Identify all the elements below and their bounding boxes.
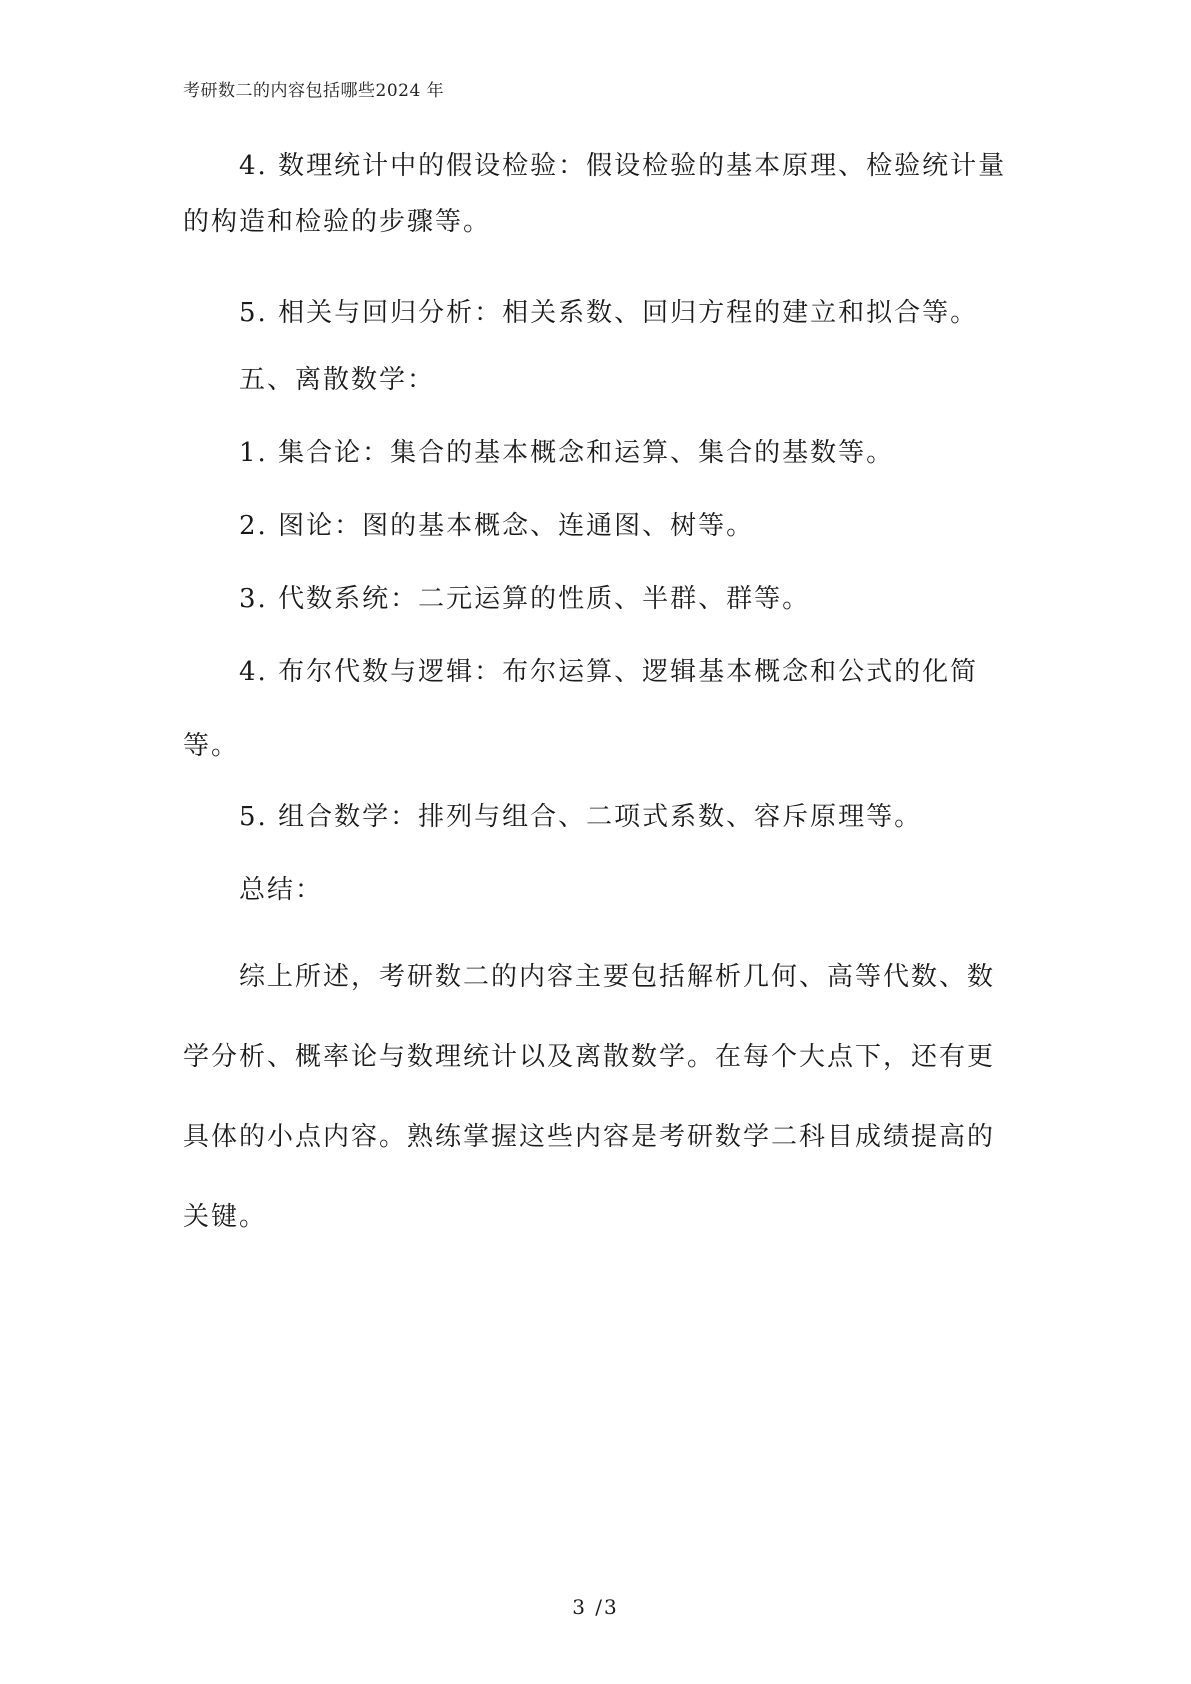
paragraph-hypothesis-testing [183,138,1013,250]
text-line: 等。 [183,731,240,761]
text-line: 2. 图论：图的基本概念、连通图、树等。 [239,511,755,541]
text-line: 五、离散数学： [239,365,436,395]
paragraph-regression [183,285,1013,341]
text-line: 总结： [239,875,324,905]
text-line: 4. 数理统计中的假设检验：假设检验的基本原理、检验统计量 [239,151,1007,181]
text-line: 1. 集合论：集合的基本概念和运算、集合的基数等。 [239,438,895,468]
paragraph-algebraic-systems [183,571,1013,627]
page-header: 考研数二的内容包括哪些2024 年 [183,81,445,101]
text-line: 的构造和检验的步骤等。 [183,207,492,237]
text-line: 4. 布尔代数与逻辑：布尔运算、逻辑基本概念和公式的化简 [239,657,979,687]
text-line: 具体的小点内容。熟练掌握这些内容是考研数学二科目成绩提高的 [183,1122,996,1152]
text-line: 5. 组合数学：排列与组合、二项式系数、容斥原理等。 [239,802,923,832]
text-line: 学分析、概率论与数理统计以及离散数学。在每个大点下，还有更 [183,1042,996,1072]
paragraph-graph-theory [183,498,1013,554]
paragraph-summary [183,937,1013,1257]
paragraph-boolean-algebra [183,644,1013,774]
text-line: 综上所述，考研数二的内容主要包括解析几何、高等代数、数 [239,962,996,992]
paragraph-set-theory [183,425,1013,481]
section-heading-discrete-math [183,352,1013,408]
paragraph-combinatorics [183,789,1013,845]
text-line: 3. 代数系统：二元运算的性质、半群、群等。 [239,584,811,614]
section-heading-summary [183,862,1013,918]
page-number: 3 /3 [572,1595,619,1619]
text-line: 关键。 [183,1202,268,1232]
text-line: 5. 相关与回归分析：相关系数、回归方程的建立和拟合等。 [239,298,979,328]
